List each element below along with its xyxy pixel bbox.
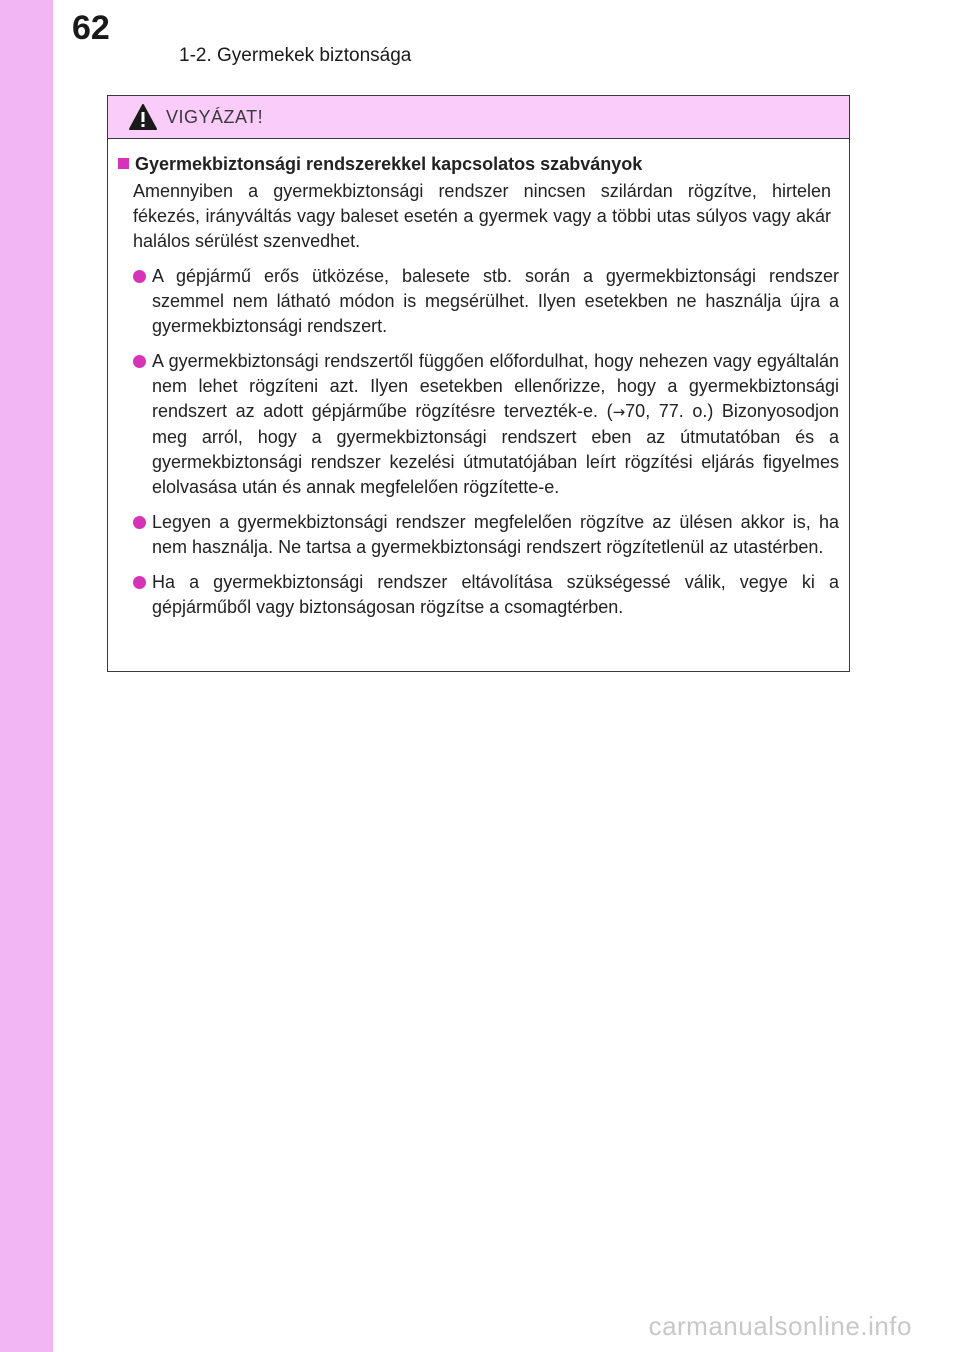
caution-title: VIGYÁZAT! [166, 106, 264, 127]
caution-box [107, 95, 850, 672]
watermark: carmanualsonline.info [648, 1311, 912, 1341]
bullet-text: Ha a gyermekbiztonsági rendszer eltávolítása szükségessé válik, vegye ki a gépjárműből vagy biztonságosan rögzítse a csomagtérben. [152, 572, 839, 617]
round-bullet-icon [133, 576, 146, 589]
caution-header [108, 96, 849, 139]
bullet-text-part: A gyermekbiztonsági rendszertől függően előfordulhat, hogy nehezen vagy egyáltalán nem lehet rögzíteni azt. Ilyen esetekben ellenőrizze, hogy a gyermekbiztonsági rendszert az adott gépjárműbe rögzítésre tervezték-e. ( [152, 351, 839, 421]
warning-triangle-icon [128, 103, 158, 131]
list-item [133, 349, 839, 500]
square-bullet-icon [118, 158, 129, 169]
list-item [133, 570, 839, 620]
round-bullet-icon [133, 516, 146, 529]
page-number: 62 [72, 9, 110, 47]
bullet-text [152, 349, 839, 500]
round-bullet-icon [133, 270, 146, 283]
bullet-text: A gépjármű erős ütközése, balesete stb. során a gyermekbiztonsági rendszer szemmel nem látható módon is megsérülhet. Ilyen esetekben ne használja újra a gyermekbiztonsági rendszert. [152, 266, 839, 336]
caution-heading-text: Gyermekbiztonsági rendszerekkel kapcsolatos szabványok [135, 154, 643, 174]
bullet-text: Legyen a gyermekbiztonsági rendszer megfelelően rögzítve az ülésen akkor is, ha nem használja. Ne tartsa a gyermekbiztonsági rendszert rögzítetlenül az utastérben. [152, 512, 839, 557]
reference-arrow-icon: → [612, 403, 626, 421]
bullet-text-part: 70, 77. o.) Bizonyosodjon meg arról, hogy a gyermekbiztonsági rendszert eben az útmutatóban és a gyermekbiztonsági rendszer kezelési útmutatójában leírt rögzítési eljárás figyelmes elolvasása után és annak megfelelően rögzítette-e. [152, 401, 839, 497]
caution-intro: Amennyiben a gyermekbiztonsági rendszer nincsen szilárdan rögzítve, hirtelen fékezés, irányváltás vagy baleset esetén a gyermek vagy a többi utas súlyos vagy akár halálos sérülést szenvedhet. [133, 181, 831, 251]
caution-heading [118, 151, 839, 177]
section-title: 1-2. Gyermekek biztonsága [179, 45, 412, 66]
round-bullet-icon [133, 355, 146, 368]
list-item [133, 264, 839, 339]
side-color-bar [0, 0, 53, 1352]
caution-content [108, 139, 849, 620]
list-item [133, 510, 839, 560]
